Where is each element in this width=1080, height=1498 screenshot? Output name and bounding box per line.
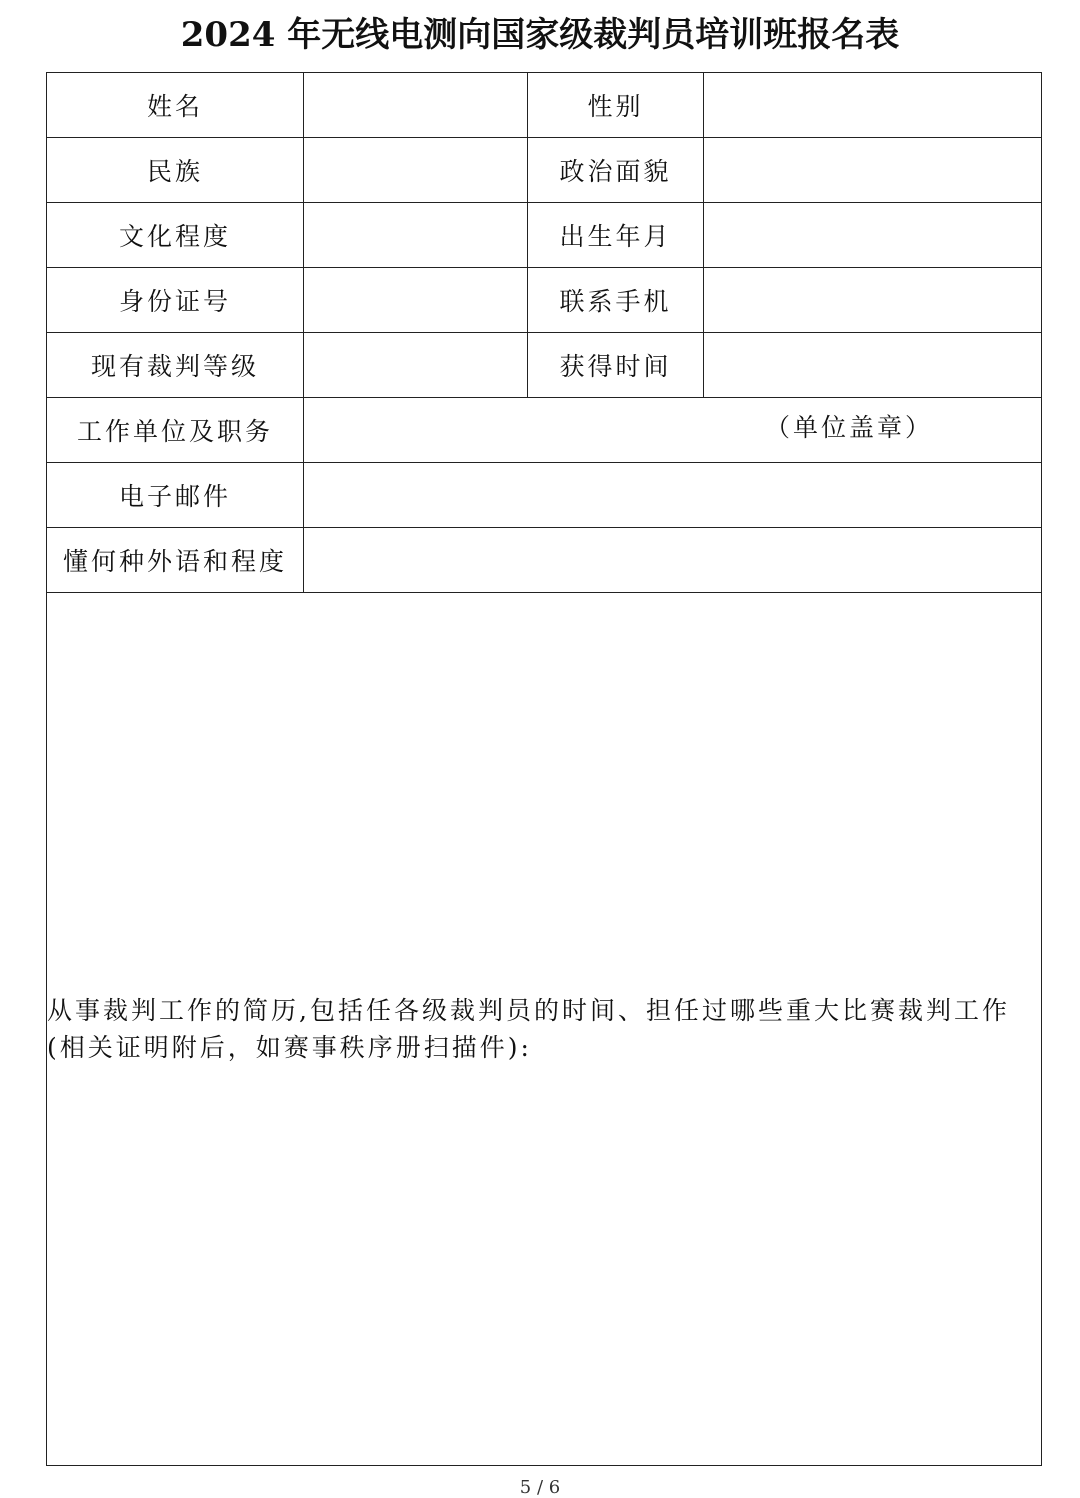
label-political-status: 政治面貌 [528, 138, 704, 203]
field-gender[interactable] [704, 73, 1042, 138]
label-email: 电子邮件 [47, 463, 304, 528]
field-obtained-date[interactable] [704, 333, 1042, 398]
form-row-name-gender [47, 73, 1042, 138]
label-gender: 性别 [528, 73, 704, 138]
label-obtained-date: 获得时间 [528, 333, 704, 398]
field-id-number[interactable] [304, 268, 528, 333]
field-email[interactable] [304, 463, 1042, 528]
registration-form-table [46, 72, 1042, 1466]
label-name: 姓名 [47, 73, 304, 138]
label-education: 文化程度 [47, 203, 304, 268]
field-name[interactable] [304, 73, 528, 138]
field-birth-date[interactable] [704, 203, 1042, 268]
form-row-resume [47, 593, 1042, 1466]
label-work-unit: 工作单位及职务 [47, 398, 304, 463]
page-number: 5 / 6 [519, 1477, 561, 1498]
form-row-ethnicity-political [47, 138, 1042, 203]
form-row-id-phone [47, 268, 1042, 333]
field-resume[interactable] [47, 593, 1042, 1466]
seal-note: （单位盖章） [764, 413, 933, 442]
label-referee-grade: 现有裁判等级 [47, 333, 304, 398]
field-referee-grade[interactable] [304, 333, 528, 398]
form-row-work-unit [47, 398, 1042, 463]
field-mobile[interactable] [704, 268, 1042, 333]
form-title: 2024 年无线电测向国家级裁判员培训班报名表 [180, 15, 900, 55]
field-foreign-language[interactable] [304, 528, 1042, 593]
label-foreign-language: 懂何种外语和程度 [47, 528, 304, 593]
form-row-language [47, 528, 1042, 593]
label-id-number: 身份证号 [47, 268, 304, 333]
label-ethnicity: 民族 [47, 138, 304, 203]
label-mobile: 联系手机 [528, 268, 704, 333]
resume-prompt: 从事裁判工作的简历,包括任各级裁判员的时间、担任过哪些重大比赛裁判工作(相关证明附后，如赛事秩序册扫描件): [47, 996, 1010, 1062]
field-work-unit[interactable] [304, 398, 1042, 463]
form-row-email [47, 463, 1042, 528]
label-birth-date: 出生年月 [528, 203, 704, 268]
form-row-grade-date [47, 333, 1042, 398]
field-political-status[interactable] [704, 138, 1042, 203]
form-row-education-birth [47, 203, 1042, 268]
field-education[interactable] [304, 203, 528, 268]
field-ethnicity[interactable] [304, 138, 528, 203]
